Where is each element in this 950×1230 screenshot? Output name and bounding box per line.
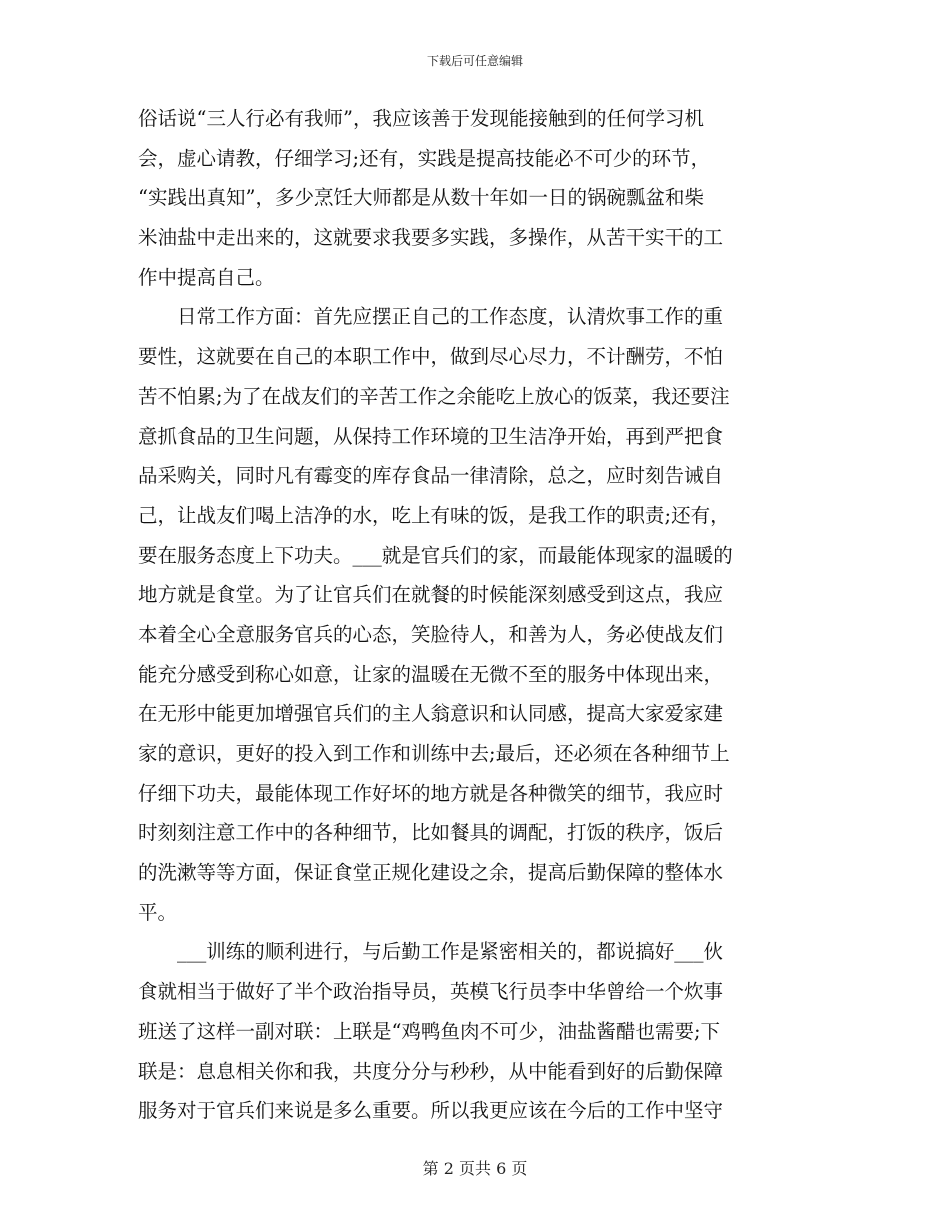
- text-line: 米油盐中走出来的，这就要求我要多实践，多操作，从苦干实干的工: [138, 226, 724, 250]
- text-line: 品采购关，同时凡有霉变的库存食品一律清除，总之，应时刻告诫自: [138, 464, 724, 488]
- text-line: 联是：息息相关你和我，共度分分与秒秒，从中能看到好的后勤保障: [138, 1059, 724, 1083]
- text-line: 时刻刻注意工作中的各种细节，比如餐具的调配，打饭的秩序，饭后: [138, 821, 724, 845]
- text-line: 地方就是食堂。为了让官兵们在就餐的时候能深刻感受到这点，我应: [138, 583, 724, 607]
- text-line: 平。: [138, 900, 178, 924]
- text-line: 会，虚心请教，仔细学习;还有，实践是提高技能必不可少的环节，: [138, 146, 711, 170]
- text-line: 己，让战友们喝上洁净的水，吃上有味的饭，是我工作的职责;还有，: [138, 503, 730, 527]
- text-line: 俗话说“三人行必有我师”，我应该善于发现能接触到的任何学习机: [138, 107, 704, 130]
- text-line: 意抓食品的卫生问题，从保持工作环境的卫生洁净开始，再到严把食: [138, 424, 724, 448]
- text-line: “实践出真知”，多少烹饪大师都是从数十年如一日的锅碗瓢盆和柴: [138, 186, 704, 210]
- text-line: 要在服务态度上下功夫。___就是官兵们的家，而最能体现家的温暖的: [138, 543, 733, 567]
- text-line: 本着全心全意服务官兵的心态，笑脸待人，和善为人，务必使战友们: [138, 622, 724, 646]
- text-line: 日常工作方面：首先应摆正自己的工作态度，认清炊事工作的重: [138, 305, 724, 329]
- text-line: 食就相当于做好了半个政治指导员，英模飞行员李中华曾给一个炊事: [138, 980, 724, 1004]
- text-line: 作中提高自己。: [138, 265, 275, 289]
- text-line: 要性，这就要在自己的本职工作中，做到尽心尽力，不计酬劳，不怕: [138, 345, 724, 369]
- text-line: 能充分感受到称心如意，让家的温暖在无微不至的服务中体现出来，: [138, 662, 724, 686]
- text-line: 班送了这样一副对联：上联是“鸡鸭鱼肉不可少，油盐酱醋也需要;下: [138, 1019, 721, 1043]
- page-header: 下载后可任意编辑: [426, 54, 523, 68]
- text-line: 的洗漱等等方面，保证食堂正规化建设之余，提高后勤保障的整体水: [138, 861, 724, 885]
- text-line: 苦不怕累;为了在战友们的辛苦工作之余能吃上放心的饭菜，我还要注: [138, 384, 730, 408]
- text-line: 服务对于官兵们来说是多么重要。所以我更应该在今后的工作中坚守: [138, 1099, 724, 1123]
- text-line: 在无形中能更加增强官兵们的主人翁意识和认同感，提高大家爱家建: [138, 702, 724, 726]
- document-body: [138, 99, 818, 1131]
- text-line: ___训练的顺利进行，与后勤工作是紧密相关的，都说搞好___伙: [138, 940, 724, 964]
- text-line: 家的意识，更好的投入到工作和训练中去;最后，还必须在各种细节上: [138, 742, 730, 765]
- page-number: 第 2 页共 6 页: [422, 1159, 528, 1178]
- text-line: 仔细下功夫，最能体现工作好坏的地方就是各种微笑的细节，我应时: [138, 781, 724, 805]
